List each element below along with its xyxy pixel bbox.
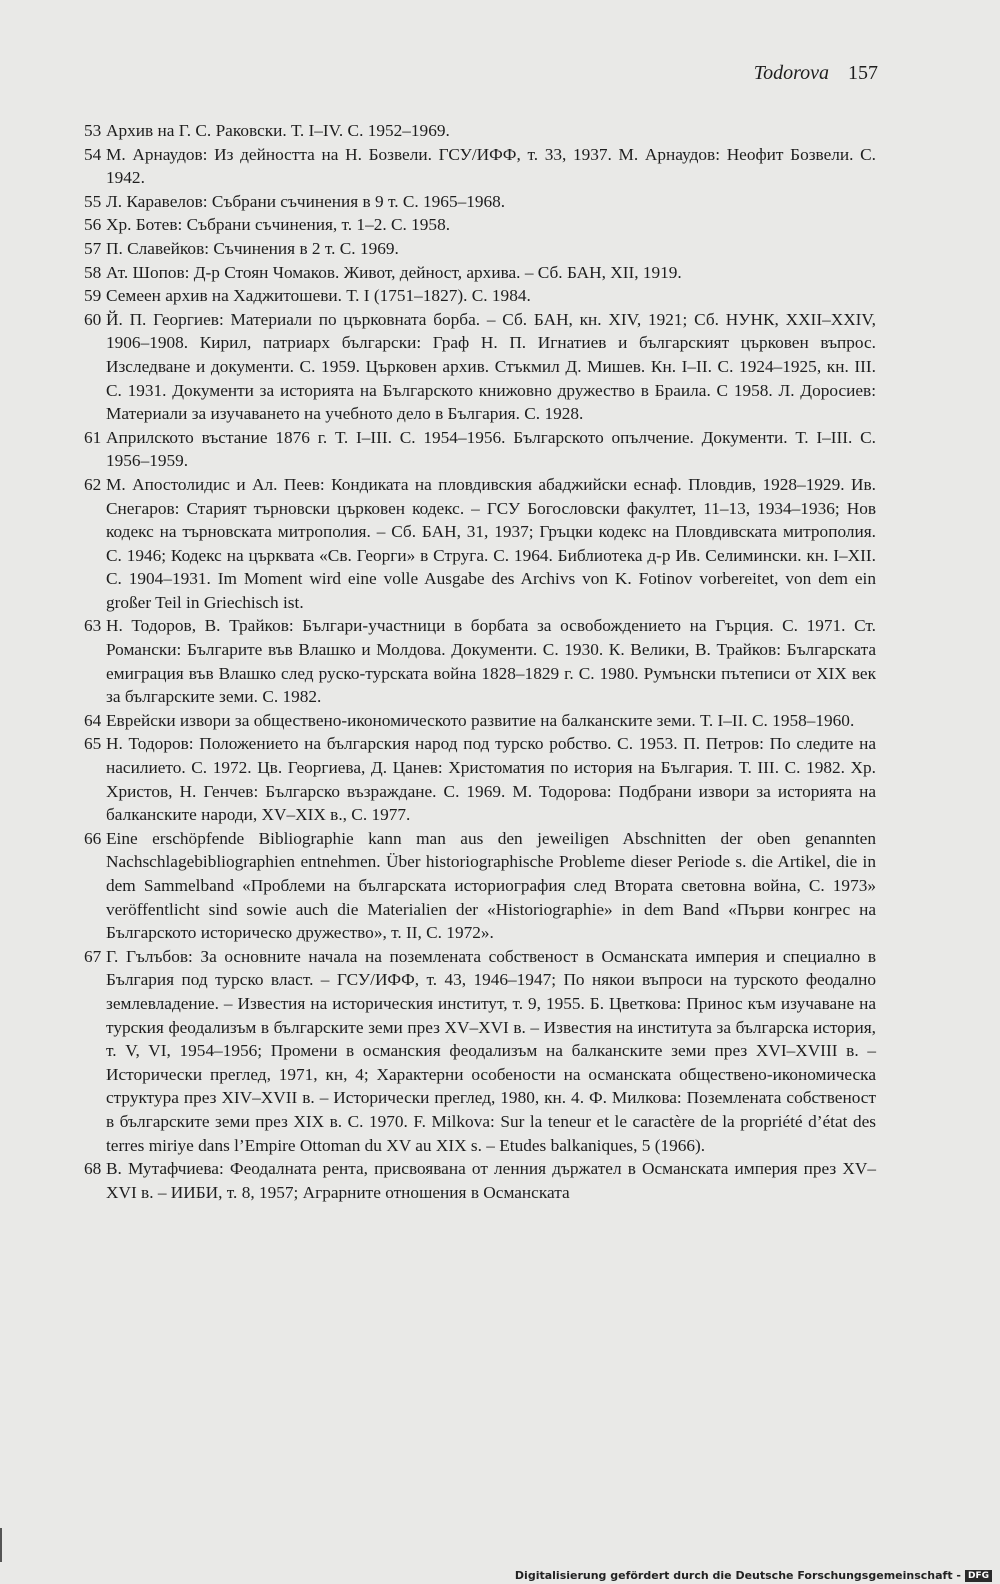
endnote	[84, 473, 876, 615]
running-head-author: Todorova	[753, 62, 829, 84]
endnote-number: 65	[84, 734, 102, 754]
endnote	[84, 237, 876, 261]
endnote-text: П. Славейков: Съчинения в 2 т. С. 1969.	[106, 238, 399, 258]
endnote	[84, 119, 876, 143]
endnote	[84, 732, 876, 826]
running-head	[754, 62, 878, 85]
endnote-number: 54	[84, 144, 102, 164]
endnote	[84, 614, 876, 708]
endnote	[84, 709, 876, 733]
endnote	[84, 945, 876, 1157]
endnote-text: Хр. Ботев: Събрани съчинения, т. 1–2. С. 1958.	[106, 215, 451, 235]
endnote	[84, 827, 876, 945]
endnote-text: Ат. Шопов: Д-р Стоян Чомаков. Живот, дейност, архива. – Сб. БАН, XII, 1919.	[106, 262, 682, 282]
endnote-number: 66	[84, 828, 102, 848]
endnote-text: Априлското въстание 1876 г. Т. I–III. С. 1954–1956. Българското опълчение. Документи. Т. I–III. С. 1956–1959.	[106, 427, 876, 471]
page-number: 157	[848, 62, 878, 84]
endnote	[84, 284, 876, 308]
endnote-number: 64	[84, 710, 102, 730]
endnote-number: 63	[84, 616, 102, 636]
endnote-number: 60	[84, 309, 102, 329]
endnotes-list	[84, 119, 876, 1204]
dfg-logo: DFG	[965, 1570, 992, 1582]
endnote-text: Архив на Г. С. Раковски. Т. I–IV. С. 1952–1969.	[106, 121, 450, 140]
endnote	[84, 308, 876, 426]
scan-edge-mark	[0, 1528, 2, 1562]
endnote-number: 53	[84, 121, 102, 140]
endnote-number: 55	[84, 191, 102, 211]
endnote-text: М. Апостолидис и Ал. Пеев: Кондиката на пловдивския абаджийски еснаф. Пловдив, 1928–1929. Ив. Снегаров: Старият търновски църковен кодекс. – ГСУ Богословски факултет, 11–13, 1934–1936; Нов кодекс на търновската митрополия. – Сб. БАН, 31, 1937; Гръцки кодекс на Пловдивската митрополия. С. 1946; Кодекс на църквата «Св. Георги» в Струга. С. 1964. Библиотека д-р Ив. Селимински. кн. I–XII. С. 1904–1931. Im Moment wird eine volle Ausgabe des Archivs von K. Fotinov vorbereitet, von dem ein großer Teil in Griechisch ist.	[106, 474, 876, 612]
endnote-text: М. Арнаудов: Из дейността на Н. Бозвели. ГСУ/ИФФ, т. 33, 1937. М. Арнаудов: Неофит Бозвели. С. 1942.	[106, 144, 876, 188]
endnote	[84, 1157, 876, 1204]
endnote-number: 57	[84, 238, 102, 258]
endnote-number: 61	[84, 427, 102, 447]
endnote-number: 62	[84, 474, 102, 494]
endnote	[84, 261, 876, 285]
endnote-text: Еврейски извори за обществено-икономическото развитие на балканските земи. Т. I–II. С. 1958–1960.	[106, 710, 855, 730]
endnote-text: Н. Тодоров: Положението на българския народ под турско робство. С. 1953. П. Петров: По следите на насилието. С. 1972. Цв. Георгиева, Д. Цанев: Христоматия по история на България. Т. III. С. 1982. Хр. Христов, Н. Генчев: Българско възраждане. С. 1969. М. Тодорова: Подбрани извори за историята на балканските народи, XV–XIX в., С. 1977.	[106, 734, 876, 825]
endnote-text: Eine erschöpfende Bibliographie kann man aus den jeweiligen Abschnitten der oben genannten Nachschlagebibliographien entnehmen. Über historiographische Probleme dieser Periode s. die Artikel, die in dem Sammelband «Проблеми на българската историография след Втората световна война, С. 1973» veröffentlicht sind sowie auch die Materialien der «Historiographie» in dem Band «Първи конгрес на Българското историческо дружество», т. II, С. 1972».	[106, 828, 876, 943]
endnote-text: В. Мутафчиева: Феодалната рента, присвоявана от ленния държател в Османската империя през XV–XVI в. – ИИБИ, т. 8, 1957; Аграрните отношения в Османската	[106, 1159, 876, 1202]
endnote	[84, 190, 876, 214]
endnote-text: Й. П. Георгиев: Материали по църковната борба. – Сб. БАН, кн. XIV, 1921; Сб. НУНК, XXII–XXIV, 1906–1908. Кирил, патриарх български: Граф Н. П. Игнатиев и българският църковен въпрос. Изследване и документи. С. 1959. Църковен архив. Стъкмил Д. Мишев. Кн. I–II. С. 1924–1925, кн. III. С. 1931. Документи за историята на Българското книжовно дружество в Браила. С 1958. Л. Доросиев: Материали за изучаването на учебното дело в България. С. 1928.	[106, 309, 876, 424]
endnote-number: 67	[84, 946, 102, 966]
endnote-number: 58	[84, 262, 102, 282]
footer-text: Digitalisierung gefördert durch die Deutsche Forschungsgemeinschaft -	[514, 1569, 961, 1582]
endnote-number: 68	[84, 1159, 102, 1179]
endnote-text: Г. Гълъбов: За основните начала на поземлената собственост в Османската империя и специално в България под турско власт. – ГСУ/ИФФ, т. 43, 1946–1947; По някои въпроси на турското феодално землевладение. – Известия на историческия институт, т. 9, 1955. Б. Цветкова: Принос към изучаване на турския феодализъм в българските земи през XV–XVI в. – Известия на института за българска история, т. V, VI, 1954–1956; Промени в османския феодализъм на балканските земи през XVI–XVIII в. – Исторически преглед, 1971, кн, 4; Характерни особености на османската обществено-икономическа структура през XIV–XVII в. – Исторически преглед, 1980, кн. 4. Ф. Милкова: Поземлената собственост в българските земи през XIX в. С. 1970. F. Milkova: Sur la teneur et le caractère de la propriété d’état des terres miriye dans l’Empire Ottoman du XV au XIX s. – Etudes balkaniques, 5 (1966).	[106, 946, 876, 1155]
endnote	[84, 426, 876, 473]
endnote-text: Л. Каравелов: Събрани съчинения в 9 т. С. 1965–1968.	[106, 191, 506, 211]
endnote-number: 56	[84, 215, 102, 235]
endnote-text: Семеен архив на Хаджитошеви. Т. I (1751–1827). С. 1984.	[106, 286, 531, 306]
endnote	[84, 213, 876, 237]
digitization-footer	[515, 1569, 992, 1582]
endnote	[84, 143, 876, 190]
endnote-number: 59	[84, 286, 102, 306]
endnote-text: Н. Тодоров, В. Трайков: Българи-участници в борбата за освобождението на Гърция. С. 1971. Ст. Романски: Българите във Влашко и Молдова. Документи. С. 1930. К. Велики, В. Трайков: Българската емиграция във Влашко след руско-турската война 1828–1829 г. С. 1980. Румънски пътеписи от XIX век за българските земи. С. 1982.	[106, 616, 876, 707]
